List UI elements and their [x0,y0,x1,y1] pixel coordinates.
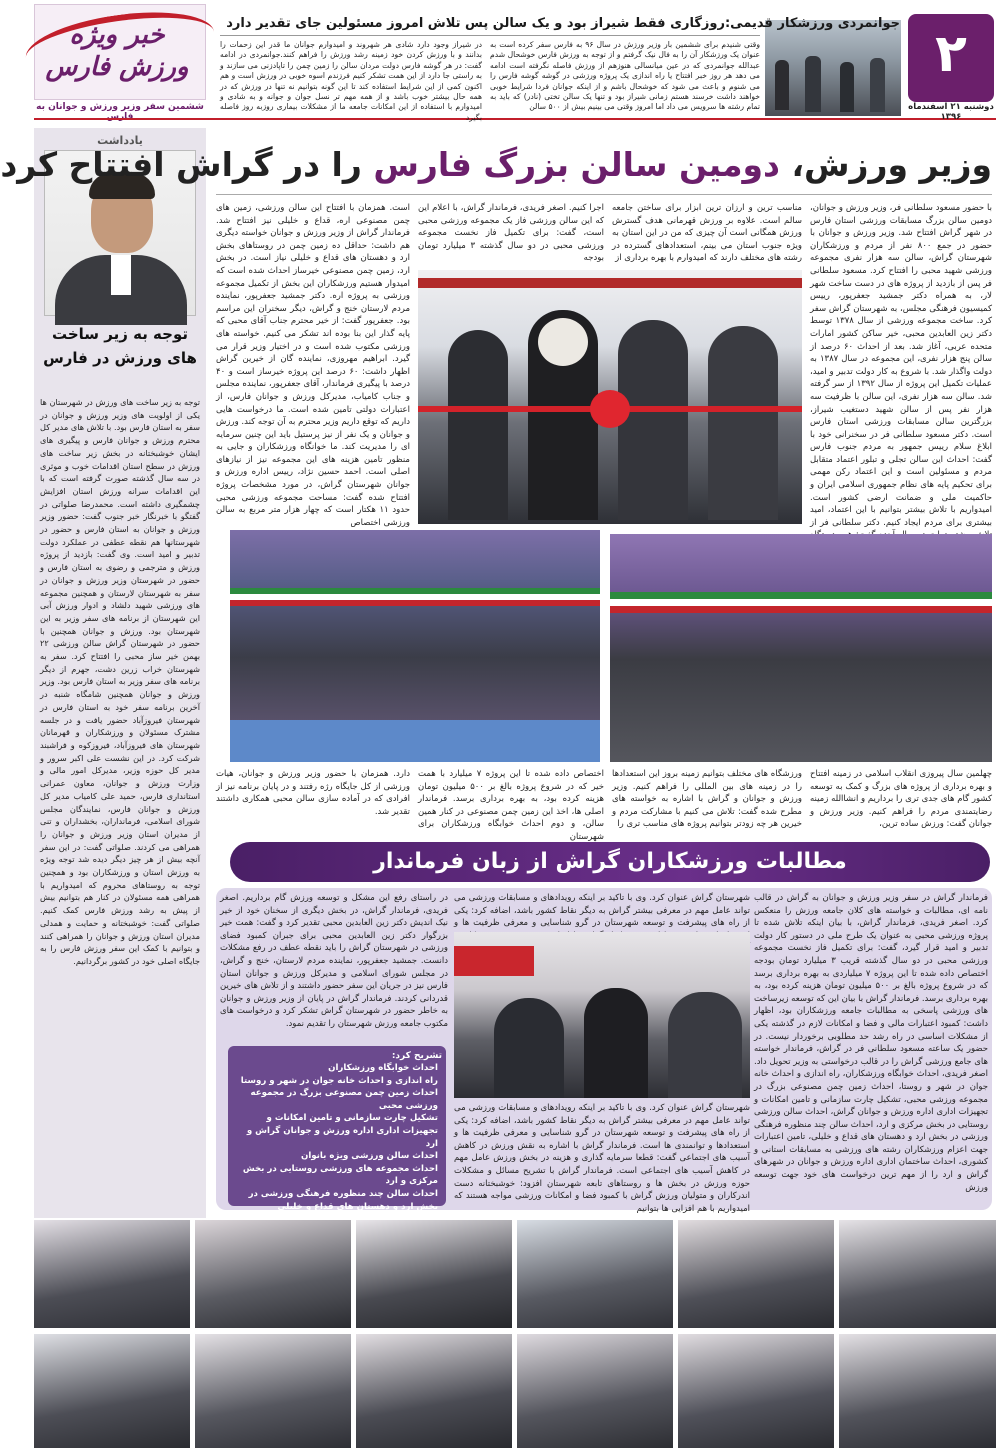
opinion-body: توجه به زیر ساخت های ورزش در شهرستان ها یکی از اولویت های وزیر ورزش و جوانان در سفر به استان فارس بود. با تلاش های مدیر کل محترم ورزش و جوانان فارس و پیگیری های ایشان خوشبختانه در بخش زیر ساخت های ورزش در سطح استان اقدامات خوب و موثری در سه سال گذشته صورت گرفته است که با این اقدامات سرانه ورزش استان افزایش چشمگیری داشته است. محمدرضا صلواتی در گفتگو با خبرنگار خبر جنوب گفت: حضور وزیر ورزش و جوانان به استان فارس و حضور در شهرستانها هم نقطه عطفی در عملکرد دولت تدبیر و امید است. وی گفت: بازدید از پروژه ورزش و مترجمی و رضوی به استان فارس و حضور در شهرستان وزیر ورزش و جوانان در سفر به شهرستان لارستان و همچنین مجموعه های ورزشی شهید دلشاد و ادوار ورزش آبی این شهرستان از برنامه های سفر وزیر به این شهرستان بود. ورزش و جوانان همچنین با حضور در شهرستان گراش سالن ورزشی ۲۲ بهمن خیر ساز محبی را افتتاح کرد. سفر به شهرستان خراب زرین دشت، جهرم از دیگر برنامه های سفر وزیر به استان فارس بود. وزیر ورزش و جوانان همچنین شامگاه شنبه در آخرین برنامه سفر خود به استان فارس در شهرستان فیروزآباد حضور یافت و در جلسه مشترک مسئولان و ورزشکاران و قهرمانان شهرستان های فیروزآباد، فیروزکوه و فراشبند شرکت کرد. در این نشست علی اکبر سرور و مدیر کل حوزه وزیر، مدیرکل امور مالی و وزارت ورزش و جوانان، معاون عمرانی استانداری فارس، حمید علی کامیاب مدیر کل ورزش و جوانان فارس، نمایندگان مجلس شورای اسلامی، فرمانداران، بخشداران و تنی از مدیران استان وزیر ورزش و جوانان را همراهی می کردند. صلواتی گفت: در این سفر آنچه بیش از هر چیز دیگر دیده شد توجه ویژه به ورزش استان و ورزشکاران بود و همچنین توجه به روستاهای محروم که امیدواریم با همراهی همه مسئولان در کنار هم بتوانیم بیش از پیش به رشد ورزش فارس کمک کنیم. صلواتی گفت: خوشبختانه و حمایت و همدلی مدیران استان ورزش و جوانان را همراهی کنند و بتوانیم با کمک این سفر ورزش فارس را به جایگاه اصلی خود در کشور برگردانیم. [40,397,200,966]
main-col3: اجرا کنیم. اصغر فریدی، فرماندار گراش، با اعلام این که این سالن ورزشی فاز یک مجموعه ورزشی محبی است، گفت: برای تکمیل فاز نخست مجموعه ورزشی محبی در دو سال گذشته ۳ میلیارد تومان بودجه [418,203,605,264]
demand-item: احداث سالن ورزشی ویژه بانوان [300,1151,438,1162]
top-story-col1: وقتی شنیدم برای ششمین بار وزیر ورزش در سال ۹۶ به فارس سفر کرده است به عنوان یک ورزشکار آن را به فال نیک گرفتم و از توجه به ورزش فارس خوشحال شدم عبدالله جوانمردی که در عین میانسالی هنوزهم از ورزش فاصله نگرفته است ادامه می دهد هر روز خبر افتتاح یا راه اندازی یک پروژه ورزشی در گوشه گوشه فارس را می شنوم و باعث می شود که خوشحال باشم و از اینکه جوانان فردا شرایط خوبی خواهند داشت خرسند هستم زمانی شیراز بود و تنها یک سالن تختی (نادر) که باید به تمام رشته ها سرویس می داد اما امروز وقتی می بینیم بیش از ۵۰۰ سالن [490,40,760,112]
gallery-photo [356,1334,512,1448]
issue-date: دوشنبه ۲۱ اسفندماه ۱۳۹۶ [908,102,994,122]
page-number-tab [908,14,994,102]
signing-photo [454,932,750,1098]
demand-item: مسابقات [332,1226,372,1237]
main-under3: اختصاص داده شده تا این پروژه ۷ میلیارد با همت خیر که در شروع پروژه بالغ بر ۵۰۰ میلیون تومان هزینه کرده بود، به بهره برداری برسد. فرماندار اصلی ها، اخذ این زمین چمن مصنوعی در کنار همین سالن، و دوم احداث خوابگاه ورزشکاران برای شهرستان [418,769,604,842]
masthead-logo [34,4,206,100]
hall-audience-photo [230,530,600,762]
gallery-photo [678,1334,834,1448]
gallery-photo [678,1220,834,1328]
gallery-photo [517,1334,673,1448]
photo-grid [34,1220,996,1448]
demands-box [228,1046,446,1237]
top-story-headline-rule [220,35,760,36]
gallery-photo [195,1220,351,1328]
opinion-title: توجه به زیر ساخت های ورزش در فارس [43,325,197,367]
main-under1: چهلمین سال پیروزی انقلاب اسلامی در زمینه افتتاح و بهره برداری از پروژه های بزرگ و کمک به توسعه کشور گام های جدی تری را برداریم و انشاالله زمینه رضایتمندی مردم را فراهم کنیم. وزیر ورزش و جوانان گفت: ورزش ساده ترین، [810,769,992,830]
main-col1: با حضور مسعود سلطانی فر، وزیر ورزش و جوانان، دومین سالن بزرگ مسابقات ورزشی استان فارس در شهر گراش افتتاح شد. وزیر ورزش و جوانان با حضور در جمع ۸۰۰ نفر از مردم و ورزشکاران شهرستان گراش، سالن سه هزار نفری مجموعه ورزشی شهید محبی را افتتاح کرد. مسعود سلطانی فر پس از بازدید از پروژه های در دست ساخت شهر لار، به همراه دکتر جمشید جعفرپور، رییس کمیسیون فرهنگی مجلس، به شهرستان گراش سفر کرد. ساخت مجموعه ورزشی از سال ۱۳۷۸ توسط دکتر زین العابدین محبی، خیر ساکن کشور امارات متحده عربی، آغاز شد. بعد از احداث ۶۰ درصد از سالن پنج هزار نفری، این مجموعه در سال ۱۳۸۷ به دولت واگذار شد. با شروع به کار دولت تدبیر و امید، عملیات تکمیل این پروژه از سال ۱۳۹۲ از سر گرفته شد. سالن سه هزار نفری، این سالن با ظرفیت سه هزار نفر پس از سالن شهید دستغیب شیراز، بزرگترین سالن مسابقات ورزشی استان فارس است. دکتر مسعود سلطانی فر در سخنرانی خود با ابلاغ سلام رییس جمهور به مردم جنوب فارس گفت: احداث این سالن تجلی و تبلور اعتماد متقابل مردم و مسئولین است و این اعتماد رکن مهمی برای تحکیم پایه های نظام جمهوری اسلامی ایران و حاکمیت ملی و ضمانت ارضی کشور است. امیدواریم با تلاش بیشتر بتوانیم با این اعتماد، امید بیشتری برای مردم ایجاد کنیم. دکتر سلطانی فر از [810,203,993,528]
demand-item: احداث سالن چند منظوره فرهنگی ورزشی در بخش ارد و دهستان های قداع و خلیلی [248,1188,438,1212]
page-number: ۲ [935,24,967,84]
second-col1: فرماندار گراش در سفر وزیر ورزش و جوانان به گراش در قالب نامه ای، مطالبات و خواسته های کلان جامعه ورزش را منعکس کرد. اصغر فریدی، فرماندار گراش، با بیان اینکه تلاش شده تا پروژه ورزشی محبی به عنوان یک طرح ملی در دستور کار دولت تدبیر و امید قرار گیرد، گفت: برای تکمیل فاز نخست مجموعه ورزشی محبی در دو سال گذشته قریب ۳ میلیارد تومان بودجه اختصاص داده شده تا این پروژه ۷ میلیاردی به بهره برداری برسد که در شروع پروژه بالغ بر ۵۰۰ میلیون تومان هزینه کرده بود، به بهره برداری برسد. فرماندار گراش با بیان این که توسعه زیرساخت های ورزشی پاسخی به مطالبات جامعه ورزشکاران بود، اظهار داشت: کمبود اعتبارات مالی و فضا و امکانات لازم در گذشته یکی از مشکلات اساسی در راه رشد حد مطلوبی برخوردار نیست. در حضور یک ساعته مسعود سلطانی فر در گراش، فرماندار خواسته های جامع ورزشی گراش را در قالب درخواستی به وزیر تحویل داد. اصغر فریدی، احداث خوابگاه ورزشکاران، راه اندازی و احداث خانه جوان در شهر و روستا، احداث زمین چمن مصنوعی بزرگ در مجموعه ورزشی محبی، تشکیل چارت سازمانی و تامین امکانات و تجهیزات اداری اداره ورزش و جوانان گراش، احداث سالن ورزشی روستایی در بخش مرکزی و ارد، احداث سالن چند منظوره فرهنگی ورزشی در بخش ارد و دهستان های قداع و خلیلی، تامین اعتبارات جهت اعزام ورزشکاران رشته های ورزشی به مسابقات استانی و کشوری، احداث ساختمان اداری اداره ورزش و جوانان در شهرهای گراش و ارد را از مهم ترین درخواست های خود جهت توسعه ورزش [754,893,989,1193]
opinion-section-label: یادداشت [97,134,143,147]
top-story-col2: در شیراز وجود دارد شادی هر شهروند و امیدوارم جوانان ما قدر این زحمات را بدانند و با ورزش کردن خود زمینه رشد ورزش را فراهم کنند.جوانمردی در ادامه گفت: در هر گوشه فارس دولت مردان سالن را زمین چمن را تاپادزنی می سازند و به راستی جا دارد از این همت تشکر کنیم فرزندم اسوه خوبی در ورزش است و هم اکنون کمی از این شرایط استفاده کند تا این گونه بتوانیم نه تنها در ورزش که در همه حال بیشتر خوب باشد و از همه مهم تر نسل جوان و جوانه و به شادی و امیدوارم با استفاده از این امکانات جامعه ما از مشکلات بیماری روزبه روز فاصله بگیرد [220,40,482,122]
main-under4: دارد. همزمان با حضور وزیر ورزش و جوانان، هیات ورزشی از کل جایگاه رژه رفتند و در پایان برنامه نیز از افرادی که در آماده سازی سالن محبی همکاری داشتند تقدیر شد. [216,769,410,817]
demand-item: راه اندازی و احداث خانه جوان در شهر و روستا [240,1075,438,1086]
second-story-headline: مطالبات ورزشکاران گراش از زبان فرماندار [373,849,847,874]
logo-text: خبر ویژه ورزش فارس [45,20,189,82]
demand-item: احداث خوابگاه ورزشکاران [328,1063,438,1073]
main-under2: ورزشگاه های مختلف بتوانیم زمینه بروز این استعدادها را در زمینه های بین المللی را فراهم کنیم. وزیر ورزش و جوانان و گراش با اشاره به خواسته های مطرح شده گفت: تلاش می کنیم با مشارکت مردم و خیرین هر چه زودتر بتوانیم پروژه های مناسب تری را [612,769,802,830]
gallery-photo [34,1220,190,1328]
demands-box-title: تشریح کرد: [391,1051,442,1061]
main-col2: مناسب ترین و ارزان ترین ابزار برای ساختن جامعه سالم است. علاوه بر ورزش قهرمانی هدف گسترش ورزش همگانی است آن چیزی که من در این استان به ویژه جنوب استان می بینم، استعدادهای گسترده در رشته های مختلف دارند که امیدوارم با بهره برداری از [612,203,802,264]
gallery-photo [34,1334,190,1448]
gallery-photo [195,1334,351,1448]
gallery-photo [517,1220,673,1328]
ribbon-cutting-photo [418,270,802,524]
masthead-tagline: ششمین سفر وزیر ورزش و جوانان به فارس [36,102,204,122]
gallery-photo [356,1220,512,1328]
main-headline-part2: را در گراش افتتاح کرد [0,145,374,184]
gallery-photo [839,1334,996,1448]
main-col4: است. همزمان با افتتاح این سالن ورزشی، زمین های چمن مصنوعی اره، قداع و خلیلی نیز افتتاح شد. فرماندار گراش از وزیر ورزش و جوانان خواسته دیگری هم داشت: حداقل ده زمین چمن در روستاهای بخش ارد و دهستان های قداع و خلیلی نیاز است. در بخش ارد، زمین چمن مصنوعی خیرساز احداث شده است که امیدوار هستیم ورزشکاران این بخش از تکمیل مجموعه ورزشی به پروژه اره. دکتر جمشید جعفرپور، نماینده مردم لارستان خنج و گراش، دیگر سخنران این مراسم بود. جعفرپور گفت: از خیر محترم جناب آقای محبی که پایه گذار این بنا بوده اند تشکر می کنیم. خواسته های ورزشی مکتوب شده است و در اختیار وزیر قرار می گیرد. ابراهیم مهروزی، نماینده گان از خیرین گراش اظهار داشت: ۶۰ درصد این پروژه خیرساز است و ۴۰ درصد با پیگیری فرماندار، آقای جعفرپور، نماینده مجلس و جناب کامیاب، مدیرکل ورزش و جوانان فارس، از اعتبارات دولتی تامین شده است. ما درخواست هایی داریم که توقع داریم وزیر محترم به آن توجه کند. ورزش و جوانان و یک نفر از نیز پرستیل باید این چنین سرمایه ای را مدیریت کند. ما خوانگاه ورزشکاران و جایی به منظور تامین هزینه های این مجموعه نیز از نیازهای اصلی است. احمد حسین نژاد، رییس اداره ورزش و جوانان شهرستان گراش، در مورد مشخصات پروژه افتتاح شده گفت: مساحت مجموعه ورزشی محبی حدود ۱۱ هکتار است که چهار هزار متر مربع به سالن ورزشی اختصاص [216,203,411,528]
main-headline-highlight: دومین سالن بزرگ فارس [373,145,780,184]
second-col2-bottom: شهرستان گراش عنوان کرد. وی با تاکید بر اینکه رویدادهای و مسابقات ورزشی می تواند عامل مهم در معرفی بیشتر گراش به دیگر نقاط کشور باشد، اضافه کرد: یکی از راه های پیشرفت و توسعه شهرستان در گرو شناسایی و معرفی ظرفیت ها و استعدادها و توانمندی ها است. فرماندار گراش با اشاره به نقش ورزش در کاهش آسیب های اجتماعی گفت: قطعا سرمایه گذاری و هزینه در بخش ورزش عامل مهم در کاهش آسیب های اجتماعی است. فرماندار گراش با تشریح مسائل و مشکلات حوزه ورزش در بخش ها و روستاهای تابعه شهرستان افزود: خوشبختانه دست اندرکاران و متولیان ورزش گراش با کمبود فضا و امکانات ورزشی مواجه هستند که امیدواریم با هم افزایی ها بتوانیم [454,1103,750,1214]
gallery-photo [839,1220,996,1328]
demand-item: تشکیل چارت سازمانی و تامین امکانات و تجهیزات اداری اداره ورزش و جوانان گراش و ارد [246,1113,438,1149]
second-col2-top: شهرستان گراش عنوان کرد. وی با تاکید بر اینکه رویدادهای و مسابقات ورزشی می تواند عامل مهم در معرفی بیشتر گراش به دیگر نقاط کشور باشد، اضافه کرد: یکی از راه های پیشرفت و توسعه شهرستان در گرو شناسایی و معرفی ظرفیت ها و [454,893,750,929]
second-col3: در راستای رفع این مشکل و توسعه ورزش گام برداریم. اصغر فریدی، فرماندار گراش، در بخش دیگری از سخنان خود از خیر نیک اندیش دکتر زین العابدین محبی تقدیر کرد و گفت: همت خیر بزرگوار دکتر زین العابدین محبی برای جبران کمبود فضای ورزشی در شهرستان گراش را باید نقطه عطف در رفع مشکلات دانست. جمشید جعفرپور، نماینده مردم لارستان، خنج و گراش، در مجلس شورای اسلامی و مدیرکل ورزش و جوانان استان فارس نیز در جریان این سفر حضور داشتند و از تلاش های خیرین قدردانی کردند. فرماندار گراش در پایان از وزیر ورزش و جوانان به خاطر حضور در شهرستان گراش تشکر کرد و درخواست های مکتوب جامعه ورزش شهرستان را تقدیم نمود. [220,893,448,1029]
masthead-rule [34,118,996,120]
demand-item: احداث مجموعه های ورزشی روستایی در بخش مرکزی و ارد [242,1163,438,1187]
demand-item: احداث زمین چمن مصنوعی بزرگ در مجموعه ورزشی محبی [250,1088,438,1111]
main-headline-part1: وزیر ورزش، [780,145,992,184]
officials-seated-photo [610,534,992,762]
main-headline-rule [216,194,992,195]
top-story-photo [765,20,901,116]
top-story-headline: جوانمردی ورزشکار قدیمی:روزگاری فقط شیراز بود و یک سالن پس تلاش امروز مسئولین جای تقدیر دارد [226,16,900,31]
